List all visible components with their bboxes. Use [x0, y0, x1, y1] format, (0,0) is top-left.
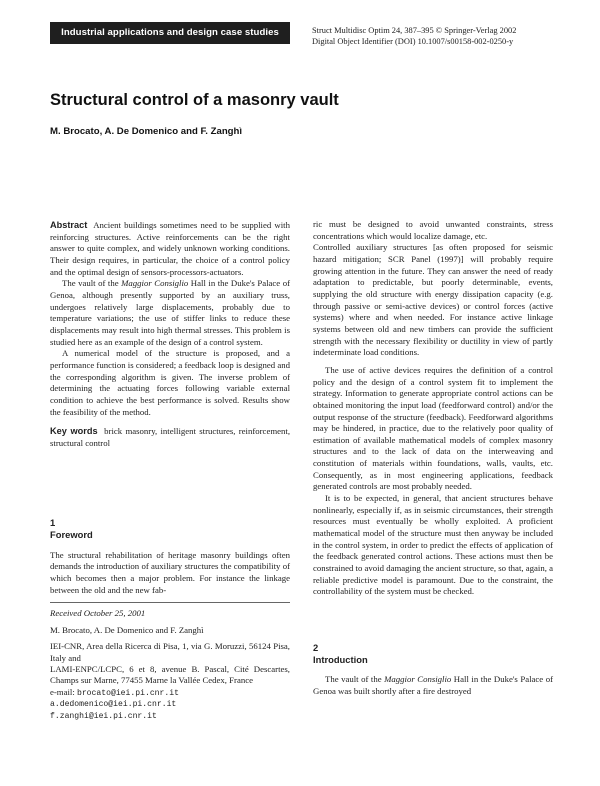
received-date: Received October 25, 2001: [50, 608, 146, 619]
article-authors: M. Brocato, A. De Domenico and F. Zanghì: [50, 126, 243, 137]
section-2-title: Introduction: [313, 653, 368, 665]
intro-text-a: The vault of the: [325, 674, 385, 685]
keywords-label: Key words: [50, 426, 98, 437]
journal-info: [312, 25, 562, 47]
footnote-divider: [50, 602, 290, 603]
abstract-paragraph-2: [50, 278, 290, 348]
abstract-text-1: Ancient buildings sometimes need to be supplied with reinforcing structures. Active reinforcements can be the right answer to quite complex, and widely unknown working conditions. Their design requires, in particular, the choice of a control policy and the optimal design of sensors-processors-actuators.: [50, 220, 290, 277]
email-dedomenico[interactable]: a.dedomenico@iei.pi.cnr.it: [50, 700, 177, 710]
abstract-label: Abstract: [50, 220, 88, 230]
email-brocato[interactable]: brocato@iei.pi.cnr.it: [76, 688, 179, 698]
footnote-block: [50, 608, 290, 722]
affiliation-2: LAMI-ENPC/LCPC, 6 et 8, avenue B. Pascal, Cité Descartes, Champs sur Marne, 77455 Marne la Vallée Cedex, France: [50, 664, 290, 686]
abstract-text-2a: The vault of the: [62, 278, 122, 289]
keywords-text: brick masonry, intelligent structures, reinforcement, structural control: [50, 426, 291, 448]
right-paragraph-2: Controlled auxiliary structures [as often proposed for seismic hazard mitigation; SCR Panel (1997)] will probably require growing attention in the future. They can answer the need of ready adaptation to predictable, but poorly determinable, events, supplying the old structure with energy dissipation capacity (e.g. through passive or semi-active devices) or control forces (active systems) where and when needed. For instance active linkage systems between old and new timbers can provide the sufficient strength with the necessary flexibility or ductility in view of partly indeterminate load conditions.: [313, 242, 553, 358]
section-1-title: Foreword: [50, 529, 93, 541]
email-line-1: [50, 687, 290, 699]
right-paragraph-3: The use of active devices requires the definition of a control policy and the design of a control system fit to implement the strategy. Information to generate appropriate control actions can be obtained monitoring the input load (feedforward control) and/or the output response of the structure (feedback). Feedforward algorithms may be hindered, in practice, due to the relatively poor quality of estimation of available mathematical models of complex masonry structures and to the lack of data on the interweaving and constitution of materials within foundations, walls, vaults, etc. Consequently, as in most engineering applications, feedback generated controls are most probably needed.: [313, 364, 553, 492]
keywords-paragraph: [50, 426, 290, 449]
right-paragraph-1: ric must be designed to avoid unwanted constraints, stress concentrations which would localize damage, etc.: [313, 219, 553, 241]
abstract-paragraph: [50, 220, 290, 278]
abstract-paragraph-3: A numerical model of the structure is proposed, and a performance function is considered; a feedback loop is designed and the corresponding algorithm is given. The inverse problem of determining the actuating forces following variable external condition to achieve the best performance is solved. Results show the feasibility of the method.: [50, 348, 290, 417]
affiliation-1: IEI-CNR, Area della Ricerca di Pisa, 1, via G. Moruzzi, 56124 Pisa, Italy and: [50, 641, 290, 663]
section-banner: Industrial applications and design case studies: [50, 22, 290, 44]
journal-citation: Struct Multidisc Optim 24, 387–395 © Springer-Verlag 2002: [312, 26, 517, 35]
article-title: Structural control of a masonry vault: [50, 91, 339, 109]
intro-hall-italic: Maggior Consiglio: [384, 674, 452, 685]
abstract-text-2b: Hall in the Duke's Palace of Genoa, although presently supported by an auxiliary truss, undergoes relatively large displacements, probably due to temperature variations; the use of stiffer links to reduce these displacements may result into high thermal stresses. This problem is studied here as an example of the design of a control system.: [50, 278, 290, 347]
email-label: e-mail:: [50, 686, 75, 697]
right-column: [313, 219, 553, 698]
hall-name-italic: Maggior Consiglio: [121, 278, 189, 289]
right-paragraph-4: It is to be expected, in general, that ancient structures behave nonlinearly, especially if, as in seismic circumstances, their strength resources must eventually be wholly exploited. A proficient mathematical model of the structure must then anyway be included in the control system, in order to predict the effects of application of the feedback generated control actions. These actions must then be constrained to avoid damaging the ancient structure, so that, again, a reliable predictive model is paramount. Due to the constraint, the controllability of the system must be checked.: [313, 493, 553, 597]
footnote-authors: M. Brocato, A. De Domenico and F. Zanghì: [50, 624, 204, 635]
left-column: [50, 220, 290, 722]
section-2-number: 2: [313, 642, 319, 653]
doi-line: Digital Object Identifier (DOI) 10.1007/s00158-002-0250-y: [312, 37, 514, 46]
section-1-number: 1: [50, 517, 56, 529]
section-1-paragraph: The structural rehabilitation of heritage masonry buildings often demands the introduction of auxiliary structures the compatibility of which becomes then a major problem. For instance the linkage between the old and the new fab-: [50, 549, 290, 595]
intro-text-b: Hall in the Duke's Palace of Genoa was built shortly after a fire destroyed: [313, 674, 553, 696]
section-2-paragraph: [313, 674, 553, 697]
email-zanghi[interactable]: f.zanghi@iei.pi.cnr.it: [50, 711, 157, 721]
